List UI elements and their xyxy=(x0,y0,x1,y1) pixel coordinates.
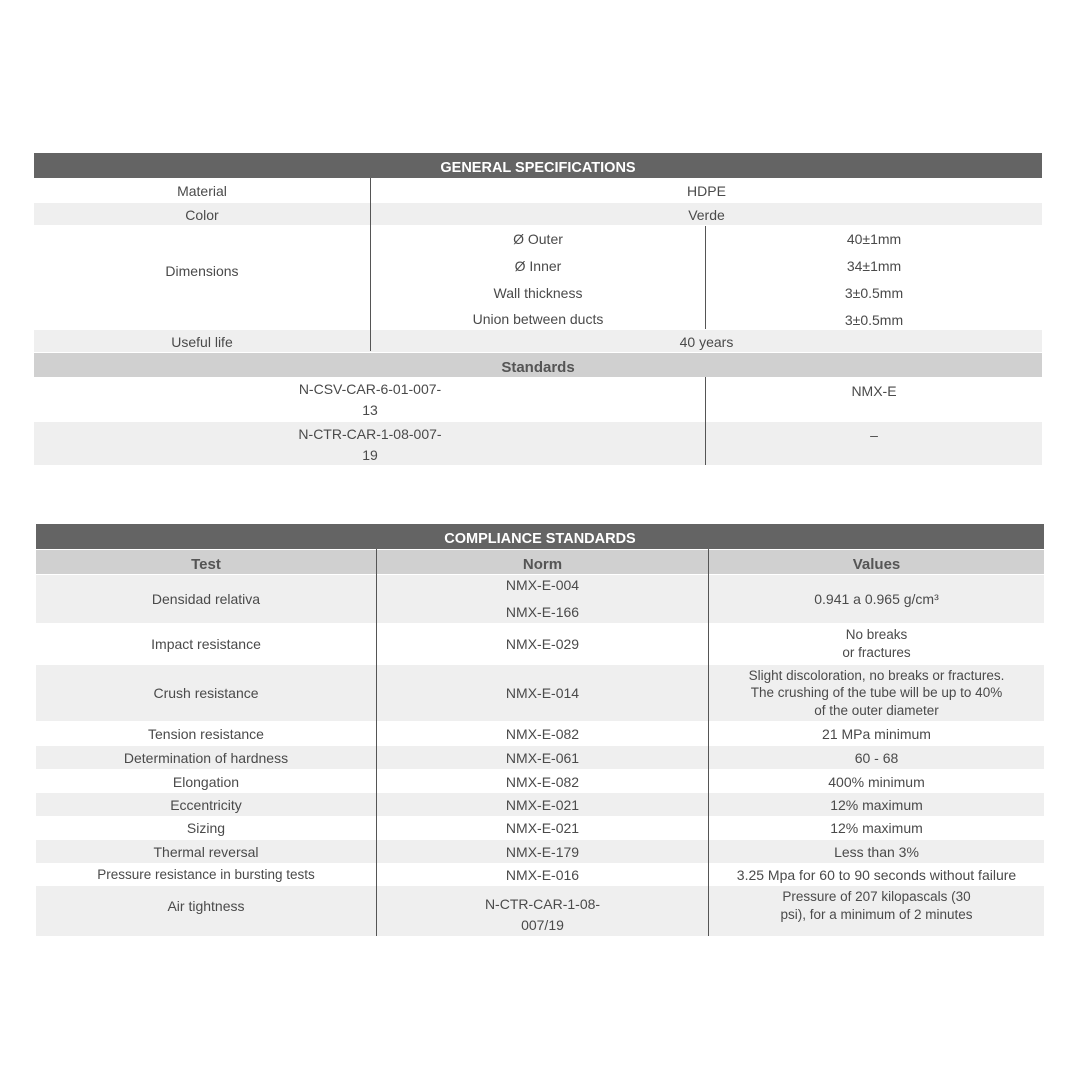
column-divider xyxy=(370,178,371,351)
test-name: Air tightness xyxy=(167,898,245,914)
column-divider xyxy=(376,549,377,936)
test-name: Determination of hardness xyxy=(123,749,289,766)
test-value: 60 - 68 xyxy=(854,749,899,766)
test-value: No breaks or fractures xyxy=(842,627,911,660)
test-value: 0.941 a 0.965 g/cm³ xyxy=(814,591,939,607)
column-divider xyxy=(705,377,706,465)
test-value: Slight discoloration, no breaks or fractures. The crushing of the tube will be up to 40% of the outer diameter xyxy=(748,667,1005,718)
material-label: Material xyxy=(177,183,227,199)
general-specifications-title: GENERAL SPECIFICATIONS xyxy=(34,153,1042,178)
test-value: 21 MPa minimum xyxy=(822,726,931,742)
norm-value: N-CTR-CAR-1-08- 007/19 xyxy=(484,896,601,933)
test-name: Eccentricity xyxy=(170,796,242,813)
test-value: 3.25 Mpa for 60 to 90 seconds without failure xyxy=(736,866,1017,883)
test-name: Pressure resistance in bursting tests xyxy=(97,867,315,882)
test-name: Impact resistance xyxy=(151,636,261,652)
column-divider xyxy=(708,549,709,936)
material-value: HDPE xyxy=(687,183,726,199)
dimension-value: 40±1mm xyxy=(846,230,902,247)
compliance-standards-title: COMPLIANCE STANDARDS xyxy=(36,524,1044,549)
color-label: Color xyxy=(185,207,219,223)
column-divider xyxy=(705,226,706,329)
dimension-value: 3±0.5mm xyxy=(844,311,904,328)
test-value: Less than 3% xyxy=(834,843,919,860)
test-value: 12% maximum xyxy=(830,819,923,836)
test-value: 400% minimum xyxy=(828,773,925,790)
standard-value: NMX-E xyxy=(851,383,897,399)
norm-value: NMX-E-179 xyxy=(505,843,580,860)
standard-value: – xyxy=(870,427,878,443)
dimension-value: 3±0.5mm xyxy=(844,284,904,301)
norm-value: NMX-E-029 xyxy=(505,636,580,652)
standard-code: N-CTR-CAR-1-08-007- 19 xyxy=(298,426,442,463)
norm-value: NMX-E-004 NMX-E-166 xyxy=(505,577,580,620)
column-header-norm: Norm xyxy=(522,555,563,573)
useful-life-label: Useful life xyxy=(171,334,233,350)
dimension-name: Union between ducts xyxy=(472,310,604,327)
dimension-name: Ø Inner xyxy=(514,257,562,274)
standard-code: N-CSV-CAR-6-01-007- 13 xyxy=(298,381,442,418)
standards-title: Standards xyxy=(34,353,1042,377)
norm-value: NMX-E-016 xyxy=(505,866,580,883)
dimensions-label: Dimensions xyxy=(165,263,239,279)
test-name: Sizing xyxy=(186,819,226,836)
useful-life-value: 40 years xyxy=(679,334,734,350)
test-name: Tension resistance xyxy=(148,726,264,742)
norm-value: NMX-E-021 xyxy=(505,796,580,813)
color-value: Verde xyxy=(688,207,725,223)
norm-value: NMX-E-061 xyxy=(505,749,580,766)
norm-value: NMX-E-082 xyxy=(505,773,580,790)
test-name: Elongation xyxy=(172,773,240,790)
test-name: Crush resistance xyxy=(153,685,259,701)
column-header-values: Values xyxy=(852,555,901,573)
dimension-name: Wall thickness xyxy=(493,284,583,301)
norm-value: NMX-E-082 xyxy=(505,726,580,742)
test-value: Pressure of 207 kilopascals (30 psi), for a minimum of 2 minutes xyxy=(780,889,973,922)
norm-value: NMX-E-021 xyxy=(505,819,580,836)
test-value: 12% maximum xyxy=(830,796,923,813)
dimension-value: 34±1mm xyxy=(846,257,902,274)
test-name: Densidad relativa xyxy=(151,591,261,607)
column-header-test: Test xyxy=(191,555,221,573)
test-name: Thermal reversal xyxy=(153,843,259,860)
dimension-name: Ø Outer xyxy=(513,230,563,247)
norm-value: NMX-E-014 xyxy=(505,685,580,701)
